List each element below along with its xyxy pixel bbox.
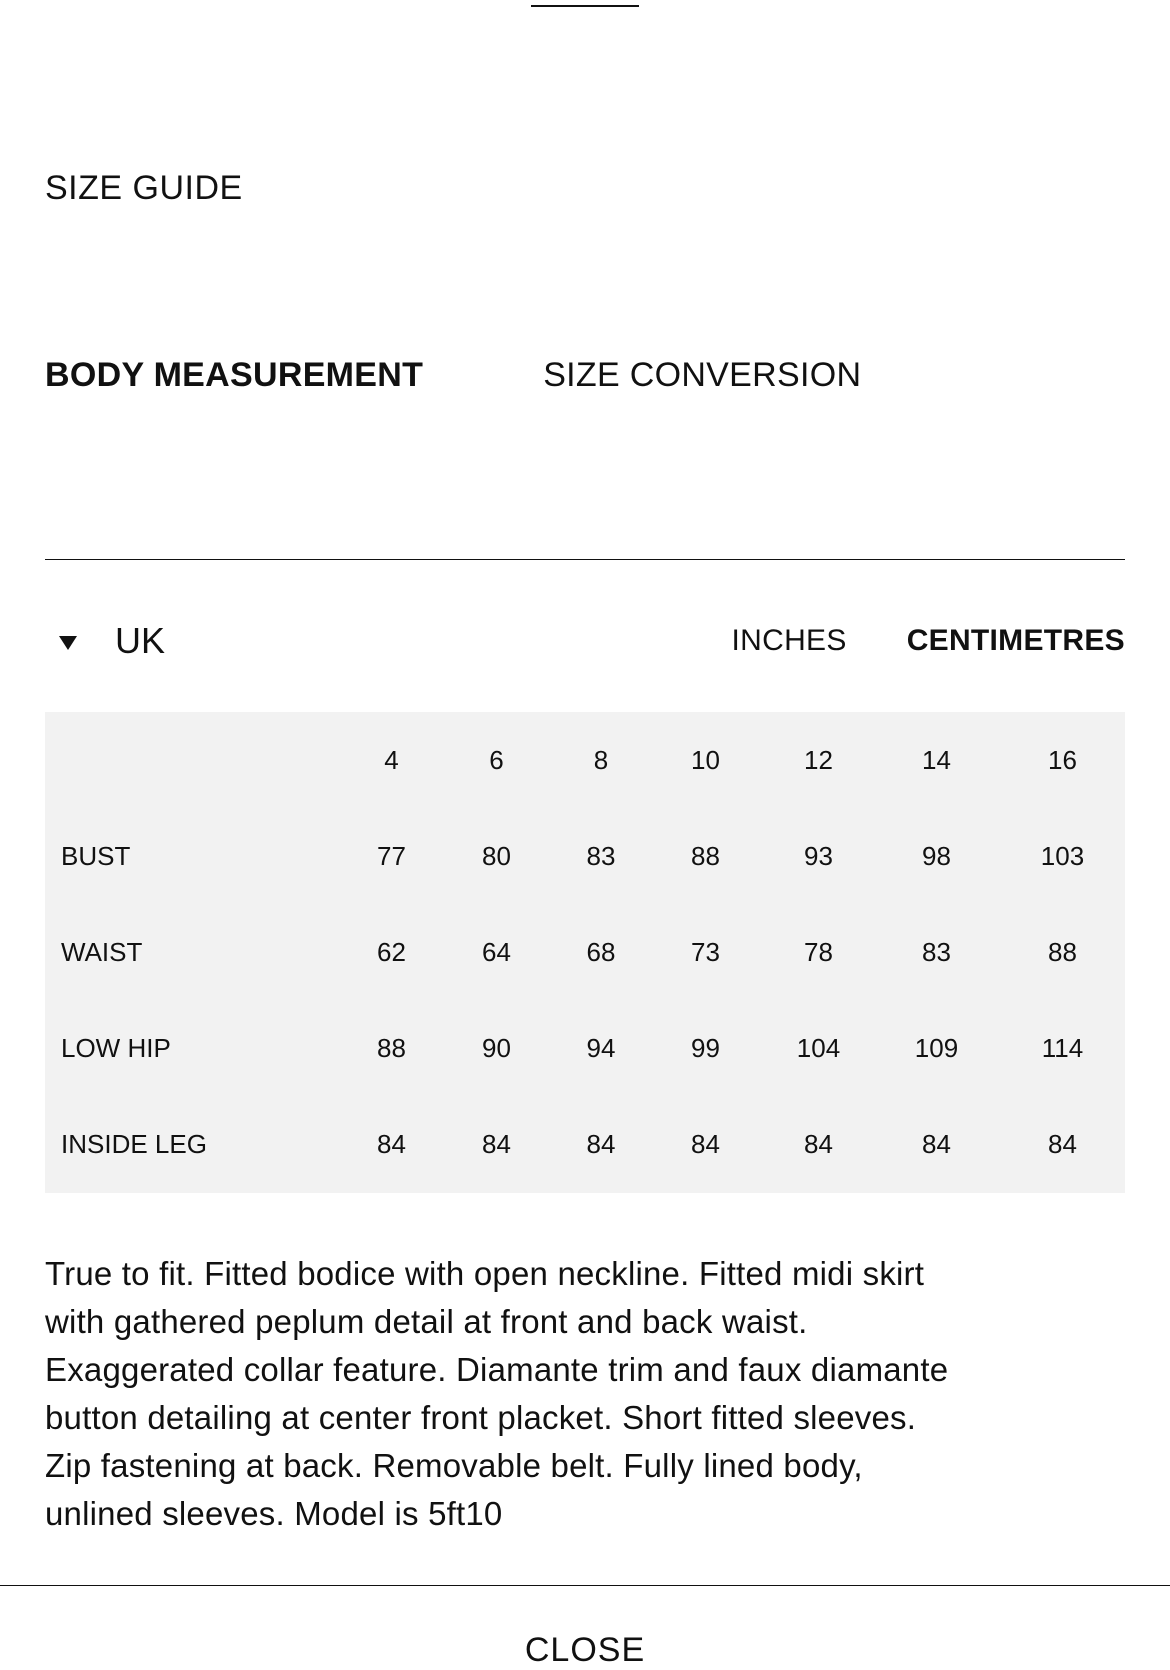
caret-down-icon [59,636,77,650]
table-cell: 84 [691,1129,720,1160]
table-cell: 84 [482,1129,511,1160]
table-cell: 68 [586,936,616,967]
region-selected-value: UK [115,620,166,661]
size-header: 14 [922,744,951,775]
table-cell: 103 [1040,840,1085,871]
row-label: BUST [61,840,131,871]
table-cell: 114 [1041,1033,1084,1064]
table-row-bust [45,808,1125,904]
size-header: 4 [384,744,399,775]
row-label: INSIDE LEG [61,1129,207,1160]
table-cell: 62 [377,936,406,967]
footer-divider [0,1585,1170,1586]
unit-centimetres[interactable]: CENTIMETRES [906,624,1125,657]
table-cell: 99 [691,1033,720,1064]
table-cell: 77 [377,840,406,871]
table-cell: 84 [377,1129,406,1160]
table-cell: 64 [482,936,511,967]
table-cell: 83 [586,840,616,871]
table-cell: 88 [377,1033,406,1064]
table-cell: 88 [1048,936,1077,967]
size-header-row [45,712,1125,808]
size-table [45,712,1125,1193]
size-header: 16 [1048,744,1077,775]
table-cell: 84 [922,1129,951,1160]
tab-size-conversion[interactable]: SIZE CONVERSION [543,356,862,394]
unit-inches[interactable]: INCHES [731,624,847,657]
table-cell: 84 [586,1129,616,1160]
section-divider [45,559,1125,560]
table-row-waist [45,904,1125,1000]
table-cell: 80 [482,840,511,871]
table-row-low-hip [45,1001,1125,1097]
table-cell: 94 [586,1033,616,1064]
table-cell: 109 [914,1033,959,1064]
size-header: 8 [593,744,609,775]
table-cell: 104 [796,1033,841,1064]
table-cell: 73 [691,936,720,967]
size-controls [45,612,1125,670]
table-cell: 98 [922,840,951,871]
size-guide-tabs [45,354,861,396]
unit-toggle [732,612,1125,670]
row-label: WAIST [61,936,143,967]
product-fit-description[interactable]: True to fit. Fitted bodice with open neckline. Fitted midi skirt with gathered peplum detail at front and back waist. Exaggerated collar feature. Diamante trim and faux diamante button detailing at center front placket. Short fitted sleeves. Zip fastening at back. Removable belt. Fully lined body, unlined sleeves. Model is 5ft10 [45,1255,949,1532]
page-title: SIZE GUIDE [45,169,243,207]
sheet-drag-handle[interactable] [531,5,639,7]
table-cell: 90 [482,1033,511,1064]
table-cell: 88 [691,840,720,871]
table-cell: 83 [922,936,951,967]
close-button[interactable]: CLOSE [0,1630,1170,1670]
size-header: 12 [804,744,833,775]
corner-cell [45,712,345,808]
table-cell: 84 [804,1129,833,1160]
table-row-inside-leg [45,1097,1125,1193]
size-header: 10 [691,744,720,775]
table-cell: 93 [804,840,833,871]
row-label: LOW HIP [61,1033,171,1064]
table-cell: 78 [804,936,833,967]
tab-body-measurement[interactable]: BODY MEASUREMENT [45,356,424,394]
size-header: 6 [489,744,504,775]
region-dropdown[interactable] [45,612,165,670]
table-cell: 84 [1048,1129,1077,1160]
